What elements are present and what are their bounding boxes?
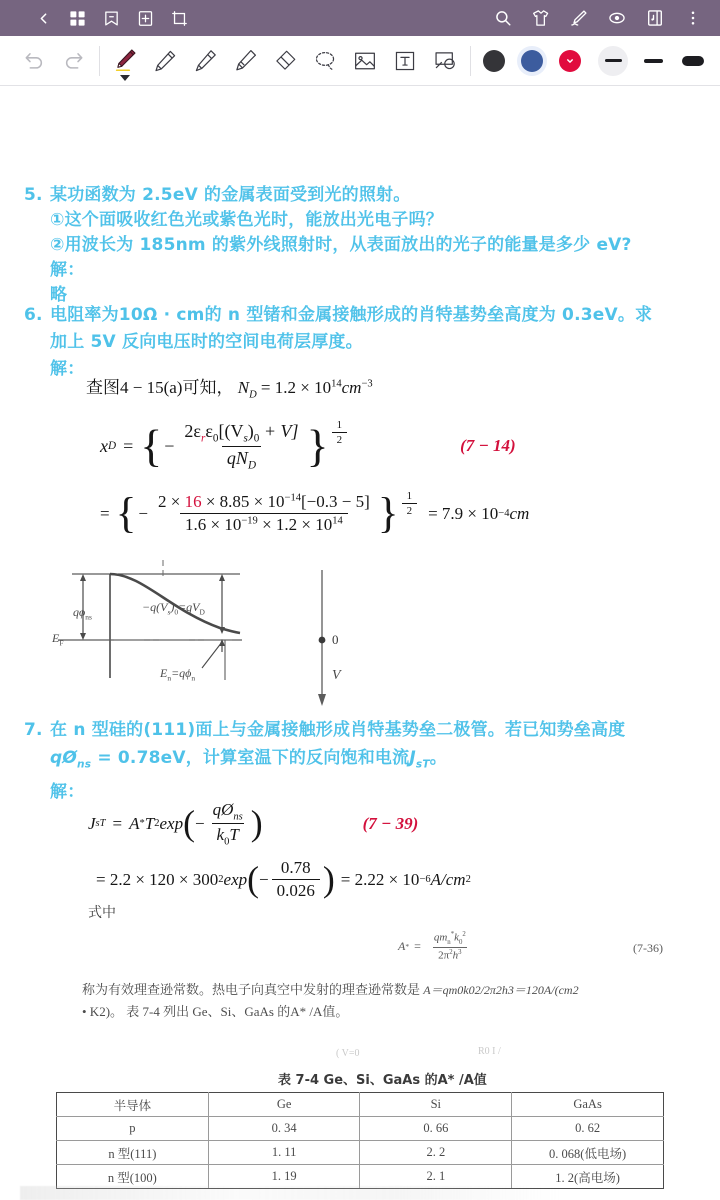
q7-eq1-t: T (144, 813, 155, 833)
ballpoint-pen-tool[interactable] (185, 39, 225, 83)
q6-ref-text: 查图4 − 15(a)可知， (86, 378, 234, 397)
q7-eq2-result-unit-exp: 2 (465, 874, 471, 885)
question-5 (24, 183, 632, 308)
printed-formula-qm: qm (433, 931, 448, 944)
diagram-label-ef: $E_F$ (52, 631, 64, 648)
q7-eq1-frac-den-t: T (229, 825, 239, 845)
diagram-label-zero: 0 (332, 632, 339, 647)
q6-eq1-num-sub-r: r (200, 432, 206, 445)
printed-formula-den (433, 947, 466, 962)
q7-eq2-fraction (272, 858, 320, 901)
faint-mark-right: R0 I / (478, 1046, 501, 1057)
printed-formula-k-exp: 2 (462, 931, 466, 938)
q5-text-1: 某功函数为 2.5eV 的金属表面受到光的照射。 (50, 185, 411, 205)
q6-nd-exp: 14 (331, 378, 342, 390)
crop-icon[interactable] (164, 3, 194, 33)
q6-nd-value: = 1.2 × 10 (260, 378, 332, 397)
search-icon[interactable] (488, 3, 518, 33)
table-cell-r1c3: 0. 068(低电场) (512, 1141, 664, 1165)
q7-j-sub: sT (415, 758, 430, 771)
q7-text-1: 在 n 型硅的(111)面上与金属接触形成肖特基势垒二极管。若已知势垒高度 (50, 720, 626, 740)
q6-eq2-result-unit: cm (509, 503, 530, 523)
q7-eq1-equals: = (112, 813, 123, 833)
q6-eq1-brace-left: { (140, 420, 163, 472)
diagram-label-qvs: $-q(V_s)_0=qV_D$ (142, 600, 205, 617)
q6-eq2-numerator (153, 492, 375, 513)
q5-line-2 (24, 208, 632, 233)
q6-eq1-num-eps0: ε (205, 421, 213, 441)
tool-active-indicator (120, 75, 130, 81)
table-header-cell-3: GaAs (512, 1093, 664, 1117)
q7-number: 7. (24, 720, 43, 740)
table-row (57, 1141, 664, 1165)
redo-button[interactable] (54, 39, 94, 83)
table-cell-r2c1: 1. 19 (208, 1165, 360, 1189)
q6-eq1-den-sub: D (247, 459, 256, 472)
stroke-width-thick[interactable] (674, 39, 712, 83)
table-cell-r0c3: 0. 62 (512, 1117, 664, 1141)
diagram-label-v: V (332, 668, 341, 683)
table-row (57, 1117, 664, 1141)
q7-eq1-frac-den-text: k (216, 825, 225, 845)
table-cell-r0c2: 0. 66 (360, 1117, 512, 1141)
q6-nd-sub: D (249, 389, 257, 401)
stroke-width-group (594, 39, 712, 83)
q6-eq1-lhs-sub: D (108, 440, 117, 453)
printed-formula-qm-star: * (450, 931, 455, 938)
table-cell-r0c1: 0. 34 (208, 1117, 360, 1141)
q6-eq2-num-red: 16 (184, 492, 202, 511)
printed-paragraph-1 (82, 979, 579, 998)
table-cell-r2c3: 1. 2(高电场) (512, 1165, 664, 1189)
highlighter-tool[interactable] (225, 39, 265, 83)
q6-solve-label: 解： (50, 359, 85, 379)
q6-eq1-equals: = (123, 435, 134, 456)
q5-marker-1: ① (50, 210, 65, 230)
scan-smudge (20, 1186, 560, 1200)
diagram-label-en: $E_n=q\phi_n$ (160, 666, 196, 683)
q6-eq1-den-text: qN (226, 447, 248, 468)
bookmark-icon[interactable] (96, 3, 126, 33)
q7-text-2-tail: 。 (429, 748, 447, 768)
drawing-toolbar (0, 36, 720, 86)
q7-eq2-frac-den: 0.026 (272, 879, 320, 901)
q6-equation-1 (100, 421, 516, 471)
faint-mark-left: ( V=0 (336, 1048, 360, 1059)
printed-para2-lead: • K2)。 (82, 1004, 124, 1019)
q6-eq1-lhs: x (100, 435, 108, 456)
q7-eq2-lead-exp: 2 (218, 874, 224, 885)
q7-j-symbol: J (409, 748, 416, 768)
q6-eq2-result-exp: −4 (498, 508, 510, 519)
q6-eq2-denominator (180, 513, 348, 535)
q6-eq2-power-den: 2 (402, 503, 418, 517)
q6-nd-symbol: N (237, 378, 250, 397)
printed-formula-fraction (429, 931, 471, 962)
q6-text-2: 加上 5V 反向电压时的空间电荷层厚度。 (50, 332, 363, 352)
q6-eq2-equals: = (100, 503, 110, 523)
color-swatch-blue[interactable] (514, 39, 550, 83)
toolbar-divider-2 (470, 46, 471, 76)
lasso-select-tool[interactable] (305, 39, 345, 83)
printed-formula-num (429, 931, 471, 947)
q7-line-1 (24, 716, 625, 744)
q6-eq1-num-2eps: 2ε (184, 421, 201, 441)
q7-eq2-minus: − (259, 869, 269, 889)
printed-formula-7-36 (398, 931, 474, 962)
eye-icon[interactable] (602, 3, 632, 33)
q6-eq2-den: 1.6 × 10 (184, 515, 242, 534)
q5-number: 5. (24, 185, 43, 205)
q6-eq1-num-zero: 0 (253, 432, 260, 445)
question-7 (24, 716, 625, 806)
q6-eq1-denominator (222, 446, 261, 472)
q7-eq1-frac-den (212, 823, 244, 847)
printed-para1-text: 称为有效理查逊常数。热电子向真空中发射的理查逊常数是 (82, 982, 421, 997)
q6-eq2-brace-left: { (115, 488, 137, 537)
q6-number: 6. (24, 305, 43, 325)
q6-eq2-num-tail: [−0.3 − 5] (301, 492, 370, 511)
add-page-icon[interactable] (130, 3, 160, 33)
printed-formula-h-exp: 3 (458, 948, 462, 956)
q6-eq2-den-exp2: 14 (332, 515, 343, 527)
printed-para2-text: 表 7-4 列出 Ge、Si、GaAs 的A* /A值。 (126, 1004, 349, 1019)
more-vertical-icon[interactable] (678, 3, 708, 33)
q6-eq1-num-rest3: + V] (259, 421, 299, 441)
q6-eq2-fraction (153, 492, 375, 535)
pencil-tool[interactable] (145, 39, 185, 83)
q6-nd-unit: cm (341, 378, 362, 397)
q6-eq2-num-pre: 2 × (158, 492, 185, 511)
table-caption: 表 7-4 Ge、Si、GaAs 的A* /A值 (278, 1073, 487, 1088)
insert-image-tool[interactable] (345, 39, 385, 83)
q7-eq1-exp-word: exp (159, 813, 184, 833)
q7-eq2-exp-word: exp (223, 869, 248, 889)
a-star-ratio-table (56, 1092, 664, 1189)
q7-eq1-frac-num-text: qØ (212, 800, 234, 819)
q6-eq1-num-s: s (243, 432, 248, 445)
q6-eq2-result: = 7.9 × 10 (428, 503, 499, 523)
app-bar-left-group (0, 3, 194, 33)
printed-formula-h: h (452, 949, 459, 962)
eraser-tool[interactable] (265, 39, 305, 83)
q6-eq1-brace-right: } (306, 420, 329, 472)
q6-eq2-num-exp: −14 (284, 492, 302, 504)
table-cell-r0c0: p (57, 1117, 209, 1141)
q7-eq2-result-exp: −6 (419, 874, 431, 885)
q6-line-1 (24, 302, 652, 329)
q6-eq2-brace-right: } (377, 488, 399, 537)
table-header-row (57, 1093, 664, 1117)
q7-eq1-frac-num (208, 800, 248, 823)
diagram-label-qphins: $q\phi_{ns}$ (73, 605, 92, 622)
q6-eq1-numerator (179, 421, 303, 446)
table-cell-r1c1: 1. 11 (208, 1141, 360, 1165)
q5-answer: 略 (50, 285, 68, 305)
q6-eq1-number: (7 − 14) (460, 436, 516, 456)
q7-equation-1 (88, 800, 418, 848)
q7-eq1-frac-num-sub: ns (233, 811, 243, 823)
stroke-width-thin[interactable] (594, 39, 632, 83)
printed-para1-math: A＝qm0k02/2π2h3＝120A/(cm2 (423, 983, 579, 997)
q6-reference-line (86, 373, 373, 400)
q5-text-2: 这个面吸收红色光或紫色光时，能放出光电子吗？ (64, 210, 443, 230)
table-row (57, 1165, 664, 1189)
q7-eq1-fraction (208, 800, 248, 848)
q7-eq2-lead: = 2.2 × 120 × 300 (96, 869, 219, 889)
printed-paragraph-2 (82, 1001, 348, 1020)
note-icon[interactable] (640, 3, 670, 33)
q6-eq1-minus: − (164, 435, 175, 456)
app-top-bar (0, 0, 720, 36)
table-cell-r1c0: n 型(111) (57, 1141, 209, 1165)
signature-icon[interactable] (564, 3, 594, 33)
q7-solve-label: 解： (50, 782, 85, 803)
color-swatch-black[interactable] (476, 39, 512, 83)
q5-solve-label: 解： (50, 260, 85, 280)
toolbar-divider-1 (99, 46, 100, 76)
schottky-band-diagram (50, 548, 390, 718)
table-header-cell-2: Si (360, 1093, 512, 1117)
q7-eq1-frac-den-sub: 0 (224, 836, 230, 848)
printed-formula-k: k (454, 931, 459, 944)
table-header-cell-1: Ge (208, 1093, 360, 1117)
q6-eq1-num-eps0-sub: 0 (212, 432, 219, 445)
q6-eq1-power-den: 2 (332, 432, 348, 446)
printed-formula-number: (7-36) (633, 941, 663, 955)
stroke-width-medium[interactable] (634, 39, 672, 83)
printed-a-symbol: A (398, 938, 406, 953)
back-icon[interactable] (28, 3, 58, 33)
q6-nd-unit-exp: −3 (361, 378, 373, 390)
table-cell-r1c2: 2. 2 (360, 1141, 512, 1165)
q7-eq1-paren-right: ) (250, 802, 263, 843)
q6-eq1-power-num: 1 (336, 419, 343, 431)
q7-equation-2 (96, 858, 471, 901)
shape-tool[interactable] (425, 39, 465, 83)
q7-eq1-lhs: J (88, 813, 96, 833)
q7-eq1-a: A (129, 813, 140, 833)
printed-a-star: * (405, 941, 410, 951)
printed-formula-2pi: 2π (438, 949, 450, 962)
q7-eq2-frac-num: 0.78 (280, 858, 311, 877)
q6-eq2-power-num: 1 (406, 490, 413, 502)
q7-eq1-number: (7 − 39) (362, 813, 419, 833)
color-swatch-red[interactable] (552, 39, 588, 83)
document-page (0, 86, 720, 1185)
printed-formula-k-sub: 0 (459, 938, 463, 946)
grid-view-icon[interactable] (62, 3, 92, 33)
q6-eq2-power (399, 490, 421, 517)
undo-button[interactable] (14, 39, 54, 83)
q7-eq1-paren-left: ( (183, 802, 195, 843)
q6-eq2-num-post: × 8.85 × 10 (201, 492, 285, 511)
printed-formula-2pi-exp: 2 (449, 948, 453, 956)
q7-eq2-result: = 2.22 × 10 (340, 869, 420, 889)
q7-eq1-minus: − (194, 813, 205, 833)
table-header-cell-0: 半导体 (57, 1093, 209, 1117)
q6-eq2-minus: − (138, 503, 148, 523)
q6-eq1-num-rest: [(V (218, 421, 244, 441)
q5-marker-2: ② (50, 235, 65, 255)
q7-eq1-lhs-sub: sT (95, 818, 106, 830)
q6-eq2-den-exp: −19 (241, 515, 258, 527)
q5-line-3 (24, 233, 632, 258)
q7-eq2-paren-left: ( (247, 858, 260, 899)
question-6 (24, 302, 652, 383)
q7-qphi: qØ (50, 748, 78, 768)
app-bar-right-group (488, 3, 708, 33)
q6-eq1-fraction (179, 421, 303, 471)
printed-formula-qm-sub: n (447, 938, 451, 946)
q5-line-1 (24, 183, 632, 208)
text-box-tool[interactable] (385, 39, 425, 83)
q6-eq1-power (329, 419, 351, 446)
q7-text-2: = 0.78eV，计算室温下的反向饱和电流 (91, 748, 410, 768)
table-cell-r2c2: 2. 1 (360, 1165, 512, 1189)
q6-eq2-den-tail: × 1.2 × 10 (257, 515, 333, 534)
history-group (0, 39, 94, 83)
chevron-down-icon (566, 56, 575, 65)
q7-line-2 (24, 744, 625, 778)
printed-shizhong: 式中 (88, 906, 116, 921)
q6-equation-2 (100, 488, 530, 537)
table-cell-r2c0: n 型(100) (57, 1165, 209, 1189)
shirt-icon[interactable] (526, 3, 556, 33)
color-swatches-group (476, 39, 588, 83)
q7-eq1-star: * (139, 818, 145, 830)
q6-text-1: 电阻率为10Ω · cm的 n 型锗和金属接触形成的肖特基势垒高度为 0.3eV。求 (50, 305, 653, 325)
fountain-pen-tool[interactable] (105, 39, 145, 83)
q7-eq1-t-exp: 2 (154, 818, 160, 830)
q7-qphi-sub: ns (77, 758, 92, 771)
q5-text-3: 用波长为 185nm 的紫外线照射时，从表面放出的光子的能量是多少 eV? (64, 235, 632, 255)
q7-eq2-result-unit: A/cm (430, 869, 466, 889)
printed-equals: = (414, 938, 421, 953)
q7-eq2-paren-right: ) (322, 858, 335, 899)
q6-eq1-num-rest2: ) (247, 421, 254, 441)
pen-tools-group (105, 39, 465, 83)
